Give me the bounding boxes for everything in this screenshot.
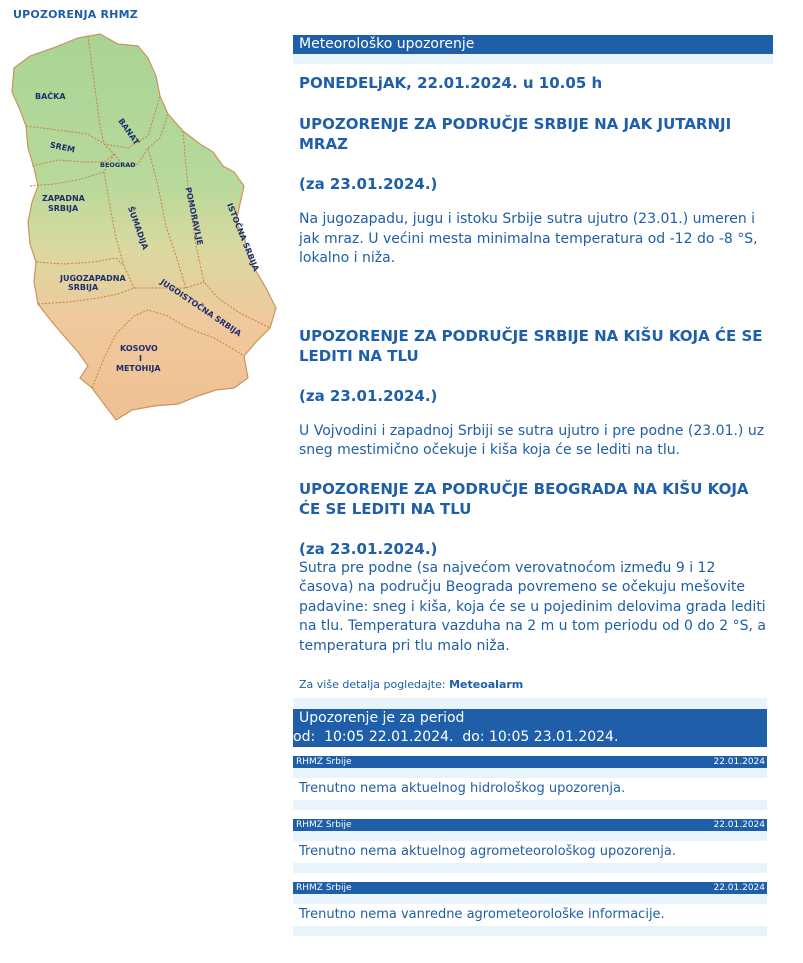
region-istocna[interactable]: ISTOČNA SRBIJA: [225, 201, 261, 273]
notice-stripe: [293, 831, 767, 841]
notice-bar: [293, 882, 767, 894]
more-details: [299, 678, 767, 692]
region-banat[interactable]: BANAT: [116, 116, 141, 147]
warning-title: UPOZORENJE ZA PODRUČJE SRBIJE NA JAK JUTARNJI MRAZ: [299, 115, 732, 153]
notice-stripe: [293, 768, 767, 778]
region-kosovo-1[interactable]: KOSOVO: [120, 344, 158, 353]
header-stripe: [293, 54, 773, 64]
warning-date: (za 23.01.2024.): [299, 175, 438, 193]
warning-date: (za 23.01.2024.): [299, 539, 438, 558]
period-box: [293, 709, 767, 747]
warning-text: Na jugozapadu, jugu i istoku Srbije sutra ujutro (23.01.) umeren i jak mraz. U većini mesta minimalna temperatura od -12 do -8 °S, lokalno i niža.: [299, 211, 758, 266]
period-title: Upozorenje je za period: [299, 710, 465, 726]
region-jugozapadna-2[interactable]: SRBIJA: [68, 283, 99, 292]
notice-text: Trenutno nema aktuelnog hidrološkog upozorenja.: [299, 781, 626, 796]
issue-date-heading: PONEDELjAK, 22.01.2024. u 10.05 h: [299, 74, 603, 92]
meteoalarm-link[interactable]: Meteoalarm: [449, 678, 524, 691]
warning-text: Sutra pre podne (sa najvećom verovatnoćom između 9 i 12 časova) na području Beograda povremeno se očekuju mešovite padavine: sneg i kiša, koja će se u pojedinim delovima grada lediti na tlu. Temperatura vazduha na 2 m u tom periodu od 0 do 2 °S, a temperatura pri tlu malo niža.: [299, 559, 766, 654]
warning-text: U Vojvodini i zapadnoj Srbiji se sutra ujutro i pre podne (23.01.) uz sneg mestimično očekuje i kiša koja će se lediti na tlu.: [299, 422, 765, 458]
warning-title: UPOZORENJE ZA PODRUČJE BEOGRADA NA KIŠU KOJA ĆE SE LEDITI NA TLU: [299, 479, 749, 518]
notice-agro: [296, 819, 767, 873]
notice-date: 22.01.2024: [713, 820, 765, 830]
warning-date: (za 23.01.2024.): [299, 386, 438, 405]
serbia-regions-map[interactable]: [8, 26, 280, 426]
notice-source: RHMZ Srbije: [296, 757, 352, 767]
warning-title: UPOZORENJE ZA PODRUČJE SRBIJE NA KIŠU KOJA ĆE SE LEDITI NA TLU: [299, 326, 763, 365]
notice-stripe: [293, 863, 767, 873]
notice-bar: [293, 819, 767, 831]
notice-stripe: [293, 800, 767, 810]
notice-date: 22.01.2024: [713, 757, 765, 767]
notice-bar: [293, 756, 767, 768]
warning-content: [293, 72, 773, 936]
warning-period: [293, 698, 767, 747]
notice-date: 22.01.2024: [713, 883, 765, 893]
region-kosovo-2[interactable]: I: [139, 354, 142, 363]
region-backa[interactable]: BAČKA: [35, 92, 66, 101]
region-zapadna-1[interactable]: ZAPADNA: [42, 194, 85, 203]
notice-hydro: [296, 756, 767, 810]
notice-text: Trenutno nema aktuelnog agrometeorološkog upozorenja.: [299, 844, 676, 859]
period-range: od: 10:05 22.01.2024. do: 10:05 23.01.2024.: [293, 729, 619, 745]
site-title[interactable]: UPOZORENJA RHMZ: [13, 8, 138, 21]
region-jugoistocna[interactable]: JUGOISTOČNA SRBIJA: [158, 277, 243, 339]
notice-stripe: [293, 894, 767, 904]
period-stripe: [293, 698, 767, 709]
notice-source: RHMZ Srbije: [296, 820, 352, 830]
region-kosovo-3[interactable]: METOHIJA: [116, 364, 161, 373]
notice-stripe: [293, 926, 767, 936]
panel-header: Meteorološko upozorenje: [293, 35, 773, 54]
notice-source: RHMZ Srbije: [296, 883, 352, 893]
region-zapadna-2[interactable]: SRBIJA: [48, 204, 79, 213]
region-beograd[interactable]: BEOGRAD: [100, 161, 136, 169]
region-srem[interactable]: SREM: [49, 140, 76, 155]
region-sumadija[interactable]: ŠUMADIJA: [125, 205, 150, 251]
warning-panel: [293, 35, 773, 936]
notice-agro-info: [296, 882, 767, 936]
region-pomoravlje[interactable]: POMORAVLJE: [183, 186, 205, 246]
notice-text: Trenutno nema vanredne agrometeorološke informacije.: [299, 907, 665, 922]
region-jugozapadna-1[interactable]: JUGOZAPADNA: [60, 274, 126, 283]
more-details-label: Za više detalja pogledajte:: [299, 678, 446, 691]
